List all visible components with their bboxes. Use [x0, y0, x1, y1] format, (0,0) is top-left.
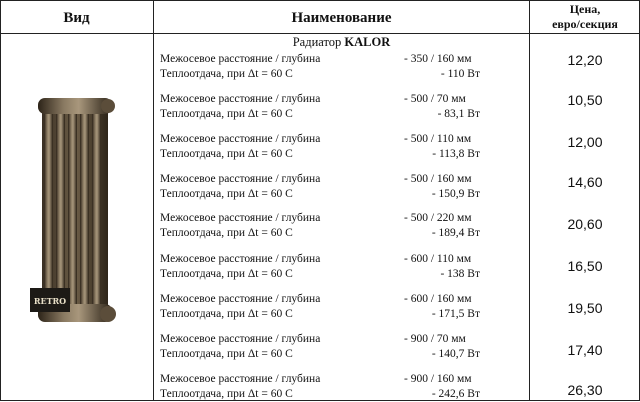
distance-label: Межосевое расстояние / глубина — [160, 293, 321, 305]
spec-row — [160, 132, 530, 162]
heat-value: - 189,4 Вт — [431, 227, 480, 239]
spec-row — [160, 252, 530, 282]
spec-row — [160, 292, 530, 322]
dims-value: - 900 / 160 мм — [404, 373, 472, 385]
distance-label: Межосевое расстояние / глубина — [160, 133, 321, 145]
product-prefix: Радиатор — [292, 35, 342, 49]
brand-mark: RETRO — [33, 296, 67, 306]
distance-label: Межосевое расстояние / глубина — [160, 212, 321, 224]
price-cell: 14,60 — [567, 174, 603, 190]
heat-value: - 150,9 Вт — [431, 188, 480, 200]
heat-label: Теплоотдача, при Δt = 60 С — [160, 68, 293, 80]
dims-value: - 600 / 110 мм — [404, 253, 472, 265]
heat-label: Теплоотдача, при Δt = 60 С — [160, 388, 293, 400]
spec-row — [160, 211, 530, 241]
distance-label: Межосевое расстояние / глубина — [160, 373, 321, 385]
distance-label: Межосевое расстояние / глубина — [160, 253, 321, 265]
heat-label: Теплоотдача, при Δt = 60 С — [160, 268, 293, 280]
heat-value: - 242,6 Вт — [431, 388, 480, 400]
distance-label: Межосевое расстояние / глубина — [160, 173, 321, 185]
dims-value: - 600 / 160 мм — [404, 293, 472, 305]
distance-label: Межосевое расстояние / глубина — [160, 333, 321, 345]
dims-value: - 500 / 70 мм — [404, 93, 466, 105]
heat-label: Теплоотдача, при Δt = 60 С — [160, 308, 293, 320]
heat-value: - 171,5 Вт — [431, 308, 480, 320]
dims-value: - 500 / 110 мм — [404, 133, 472, 145]
heat-value: - 110 Вт — [440, 68, 480, 80]
distance-label: Межосевое расстояние / глубина — [160, 93, 321, 105]
header-price — [530, 2, 640, 32]
price-cell: 12,20 — [567, 52, 603, 68]
price-cell: 17,40 — [567, 342, 603, 358]
heat-value: - 140,7 Вт — [431, 348, 480, 360]
header-price-line2: евро/секция — [552, 17, 618, 31]
price-cell: 10,50 — [567, 92, 603, 108]
heat-value: - 113,8 Вт — [432, 148, 480, 160]
spec-row — [160, 372, 530, 402]
dims-value: - 500 / 220 мм — [404, 212, 472, 224]
price-cell: 12,00 — [567, 134, 603, 150]
price-cell: 16,50 — [567, 258, 603, 274]
price-cell: 20,60 — [567, 216, 603, 232]
dims-value: - 900 / 70 мм — [404, 333, 466, 345]
distance-label: Межосевое расстояние / глубина — [160, 53, 321, 65]
header-price-line1: Цена, — [569, 2, 601, 16]
dims-value: - 350 / 160 мм — [404, 53, 472, 65]
product-name: KALOR — [344, 35, 391, 49]
heat-label: Теплоотдача, при Δt = 60 С — [160, 188, 293, 200]
heat-label: Теплоотдача, при Δt = 60 С — [160, 227, 293, 239]
heat-value: - 138 Вт — [440, 268, 480, 280]
price-cell: 26,30 — [567, 382, 603, 398]
radiator-photo — [28, 92, 128, 342]
heat-label: Теплоотдача, при Δt = 60 С — [160, 108, 293, 120]
spec-row — [160, 52, 530, 82]
dims-value: - 500 / 160 мм — [404, 173, 472, 185]
heat-label: Теплоотдача, при Δt = 60 С — [160, 348, 293, 360]
heat-value: - 83,1 Вт — [437, 108, 480, 120]
spec-row — [160, 332, 530, 362]
spec-row — [160, 92, 530, 122]
heat-label: Теплоотдача, при Δt = 60 С — [160, 148, 293, 160]
header-view: Вид — [63, 10, 90, 26]
header-name: Наименование — [291, 10, 392, 26]
spec-row — [160, 172, 530, 202]
column-divider-view — [153, 0, 154, 401]
price-cell: 19,50 — [567, 300, 603, 316]
header-divider — [0, 33, 640, 34]
product-title — [154, 35, 529, 50]
